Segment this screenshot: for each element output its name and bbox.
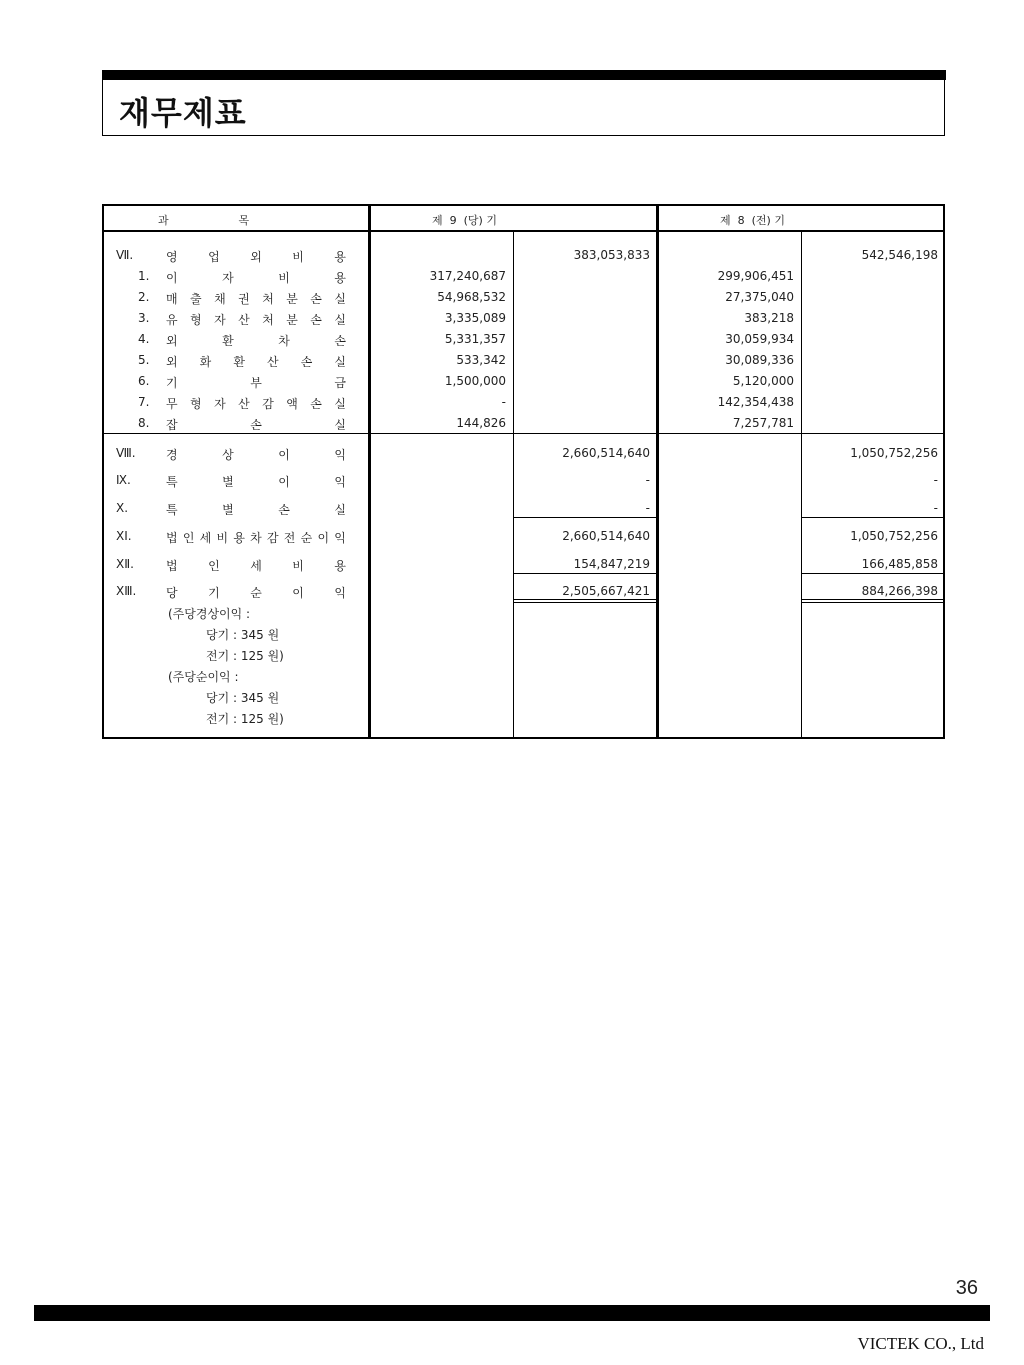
- label-char: 출: [190, 292, 202, 306]
- label-char: 경: [166, 448, 178, 462]
- eps-net-title: (주당순이익 :: [168, 670, 239, 684]
- label-char: 비: [292, 559, 304, 573]
- label-char: 용: [334, 250, 346, 264]
- label-char: 감: [262, 397, 274, 411]
- header-current-period: 제 9 (당) 기: [432, 214, 497, 227]
- row-label: [166, 290, 346, 307]
- label-char: 금: [334, 376, 346, 390]
- label-char: 화: [199, 355, 212, 369]
- current-detail: -: [501, 395, 506, 409]
- label-char: 외: [166, 355, 178, 369]
- previous-total: 1,050,752,256: [850, 446, 938, 460]
- label-char: 채: [214, 292, 226, 306]
- eps-ordinary-previous: 전기 : 125 원): [206, 649, 284, 663]
- label-char: 상: [222, 448, 234, 462]
- label-char: 당: [166, 586, 178, 600]
- previous-detail: 142,354,438: [717, 395, 794, 409]
- label-char: 손: [310, 313, 322, 327]
- double-rule: [802, 602, 944, 603]
- subtotal-rule: [802, 517, 944, 518]
- label-char: 손: [310, 292, 322, 306]
- double-rule: [802, 599, 944, 600]
- current-detail: 54,968,532: [437, 290, 506, 304]
- label-char: 업: [208, 250, 220, 264]
- label-char: 별: [222, 503, 234, 517]
- label-char: 외: [250, 250, 262, 264]
- label-char: 산: [238, 313, 250, 327]
- label-char: 용: [233, 531, 245, 545]
- label-char: 이: [317, 531, 330, 545]
- label-char: 인: [208, 559, 220, 573]
- double-rule: [514, 599, 656, 600]
- subtotal-rule: [514, 573, 656, 574]
- previous-total: 884,266,398: [861, 584, 938, 598]
- row-number: 6.: [138, 374, 150, 388]
- row-label: [166, 395, 346, 412]
- label-char: 전: [283, 531, 296, 545]
- label-char: 액: [286, 397, 298, 411]
- label-char: 순: [250, 586, 262, 600]
- current-total: -: [645, 473, 650, 487]
- row-label: [166, 584, 346, 601]
- row-number: Ⅸ.: [116, 473, 131, 487]
- previous-detail: 7,257,781: [732, 416, 794, 430]
- row-label: [166, 353, 346, 370]
- row-label: [166, 557, 346, 574]
- label-char: 세: [199, 531, 212, 545]
- previous-detail: 383,218: [744, 311, 794, 325]
- row-label: [166, 473, 346, 490]
- label-char: 용: [334, 559, 346, 573]
- row-number: ⅩⅢ.: [116, 584, 137, 598]
- label-char: 부: [250, 376, 262, 390]
- row-number: 2.: [138, 290, 150, 304]
- previous-detail: 5,120,000: [732, 374, 794, 388]
- row-number: 7.: [138, 395, 150, 409]
- label-char: 손: [278, 503, 290, 517]
- previous-detail: 30,089,336: [725, 353, 794, 367]
- subtotal-rule: [802, 573, 944, 574]
- label-char: 기: [166, 376, 178, 390]
- financial-table: [102, 204, 945, 739]
- double-rule: [514, 602, 656, 603]
- label-char: 차: [278, 334, 290, 348]
- row-label: [166, 501, 346, 518]
- label-char: 비: [278, 271, 290, 285]
- row-label: [166, 269, 346, 286]
- eps-ordinary-current: 당기 : 345 원: [206, 628, 280, 642]
- label-char: 이: [292, 586, 304, 600]
- row-label: [166, 446, 346, 463]
- row-number: Ⅷ.: [116, 446, 136, 460]
- label-char: 자: [214, 313, 226, 327]
- label-char: 잡: [166, 418, 178, 432]
- previous-detail: 30,059,934: [725, 332, 794, 346]
- label-char: 차: [250, 531, 262, 545]
- eps-net-previous: 전기 : 125 원): [206, 712, 284, 726]
- label-char: 산: [238, 397, 250, 411]
- label-char: 법: [166, 531, 178, 545]
- label-char: 특: [166, 475, 178, 489]
- title-box: [102, 80, 945, 136]
- column-divider: [656, 206, 659, 737]
- label-char: 익: [334, 531, 346, 545]
- company-name: VICTEK CO., Ltd: [857, 1334, 984, 1353]
- label-char: 권: [238, 292, 250, 306]
- page-title: 재무제표: [119, 94, 247, 132]
- header-account: 과 목: [158, 214, 250, 227]
- label-char: 영: [166, 250, 178, 264]
- current-detail: 5,331,357: [444, 332, 506, 346]
- label-char: 실: [334, 292, 346, 306]
- label-char: 익: [334, 475, 346, 489]
- label-char: 기: [208, 586, 220, 600]
- label-char: 환: [233, 355, 245, 369]
- current-total: 2,660,514,640: [562, 529, 650, 543]
- label-char: 자: [214, 397, 226, 411]
- header-bar: [102, 70, 946, 80]
- row-label: [166, 311, 346, 328]
- column-divider: [368, 206, 371, 737]
- current-total: -: [645, 501, 650, 515]
- row-number: 1.: [138, 269, 150, 283]
- label-char: 분: [286, 313, 298, 327]
- label-char: 무: [166, 397, 178, 411]
- current-total: 154,847,219: [573, 557, 650, 571]
- previous-detail: 27,375,040: [725, 290, 794, 304]
- row-number: Ⅹ.: [116, 501, 129, 515]
- footer-bar: [34, 1305, 990, 1321]
- row-label: [166, 248, 346, 265]
- label-char: 비: [292, 250, 304, 264]
- current-total: 2,660,514,640: [562, 446, 650, 460]
- label-char: 환: [222, 334, 234, 348]
- label-char: 별: [222, 475, 234, 489]
- previous-detail: 299,906,451: [717, 269, 794, 283]
- current-total: 2,505,667,421: [562, 584, 650, 598]
- row-label: [166, 416, 346, 433]
- row-number: 8.: [138, 416, 150, 430]
- label-char: 이: [278, 448, 290, 462]
- label-char: 인: [182, 531, 195, 545]
- page-number: 36: [955, 1277, 978, 1299]
- label-char: 실: [334, 355, 346, 369]
- row-number: 5.: [138, 353, 150, 367]
- previous-total: -: [933, 473, 938, 487]
- row-number: Ⅶ.: [116, 248, 134, 262]
- label-char: 이: [166, 271, 178, 285]
- label-char: 실: [334, 503, 346, 517]
- label-char: 손: [300, 355, 313, 369]
- label-char: 실: [334, 313, 346, 327]
- label-char: 매: [166, 292, 178, 306]
- subtotal-rule: [514, 517, 656, 518]
- row-label: [166, 529, 346, 546]
- eps-ordinary-title: (주당경상이익 :: [168, 607, 251, 621]
- section-divider: [104, 433, 943, 434]
- label-char: 분: [286, 292, 298, 306]
- label-char: 형: [190, 313, 202, 327]
- label-char: 산: [267, 355, 279, 369]
- previous-total: 1,050,752,256: [850, 529, 938, 543]
- label-char: 손: [334, 334, 346, 348]
- label-char: 순: [300, 531, 313, 545]
- label-char: 외: [166, 334, 178, 348]
- label-char: 손: [310, 397, 322, 411]
- current-detail: 533,342: [456, 353, 506, 367]
- label-char: 자: [222, 271, 234, 285]
- row-number: ⅩⅡ.: [116, 557, 134, 571]
- current-detail: 144,826: [456, 416, 506, 430]
- label-char: 법: [166, 559, 178, 573]
- label-char: 감: [266, 531, 279, 545]
- current-detail: 1,500,000: [444, 374, 506, 388]
- label-char: 처: [262, 313, 274, 327]
- header-previous-period: 제 8 (전) 기: [720, 214, 785, 227]
- current-detail: 317,240,687: [429, 269, 506, 283]
- label-char: 유: [166, 313, 178, 327]
- label-char: 처: [262, 292, 274, 306]
- label-char: 형: [190, 397, 202, 411]
- label-char: 비: [216, 531, 229, 545]
- label-char: 실: [334, 397, 346, 411]
- label-char: 용: [334, 271, 346, 285]
- row-number: 4.: [138, 332, 150, 346]
- header-divider: [104, 230, 943, 232]
- previous-total: 542,546,198: [861, 248, 938, 262]
- row-label: [166, 374, 346, 391]
- previous-total: -: [933, 501, 938, 515]
- current-detail: 3,335,089: [444, 311, 506, 325]
- label-char: 실: [334, 418, 346, 432]
- eps-net-current: 당기 : 345 원: [206, 691, 280, 705]
- row-number: 3.: [138, 311, 150, 325]
- previous-total: 166,485,858: [861, 557, 938, 571]
- label-char: 손: [250, 418, 262, 432]
- current-total: 383,053,833: [573, 248, 650, 262]
- label-char: 이: [278, 475, 290, 489]
- label-char: 특: [166, 503, 178, 517]
- row-number: ⅩⅠ.: [116, 529, 132, 543]
- label-char: 익: [334, 448, 346, 462]
- label-char: 익: [334, 586, 346, 600]
- row-label: [166, 332, 346, 349]
- label-char: 세: [250, 559, 262, 573]
